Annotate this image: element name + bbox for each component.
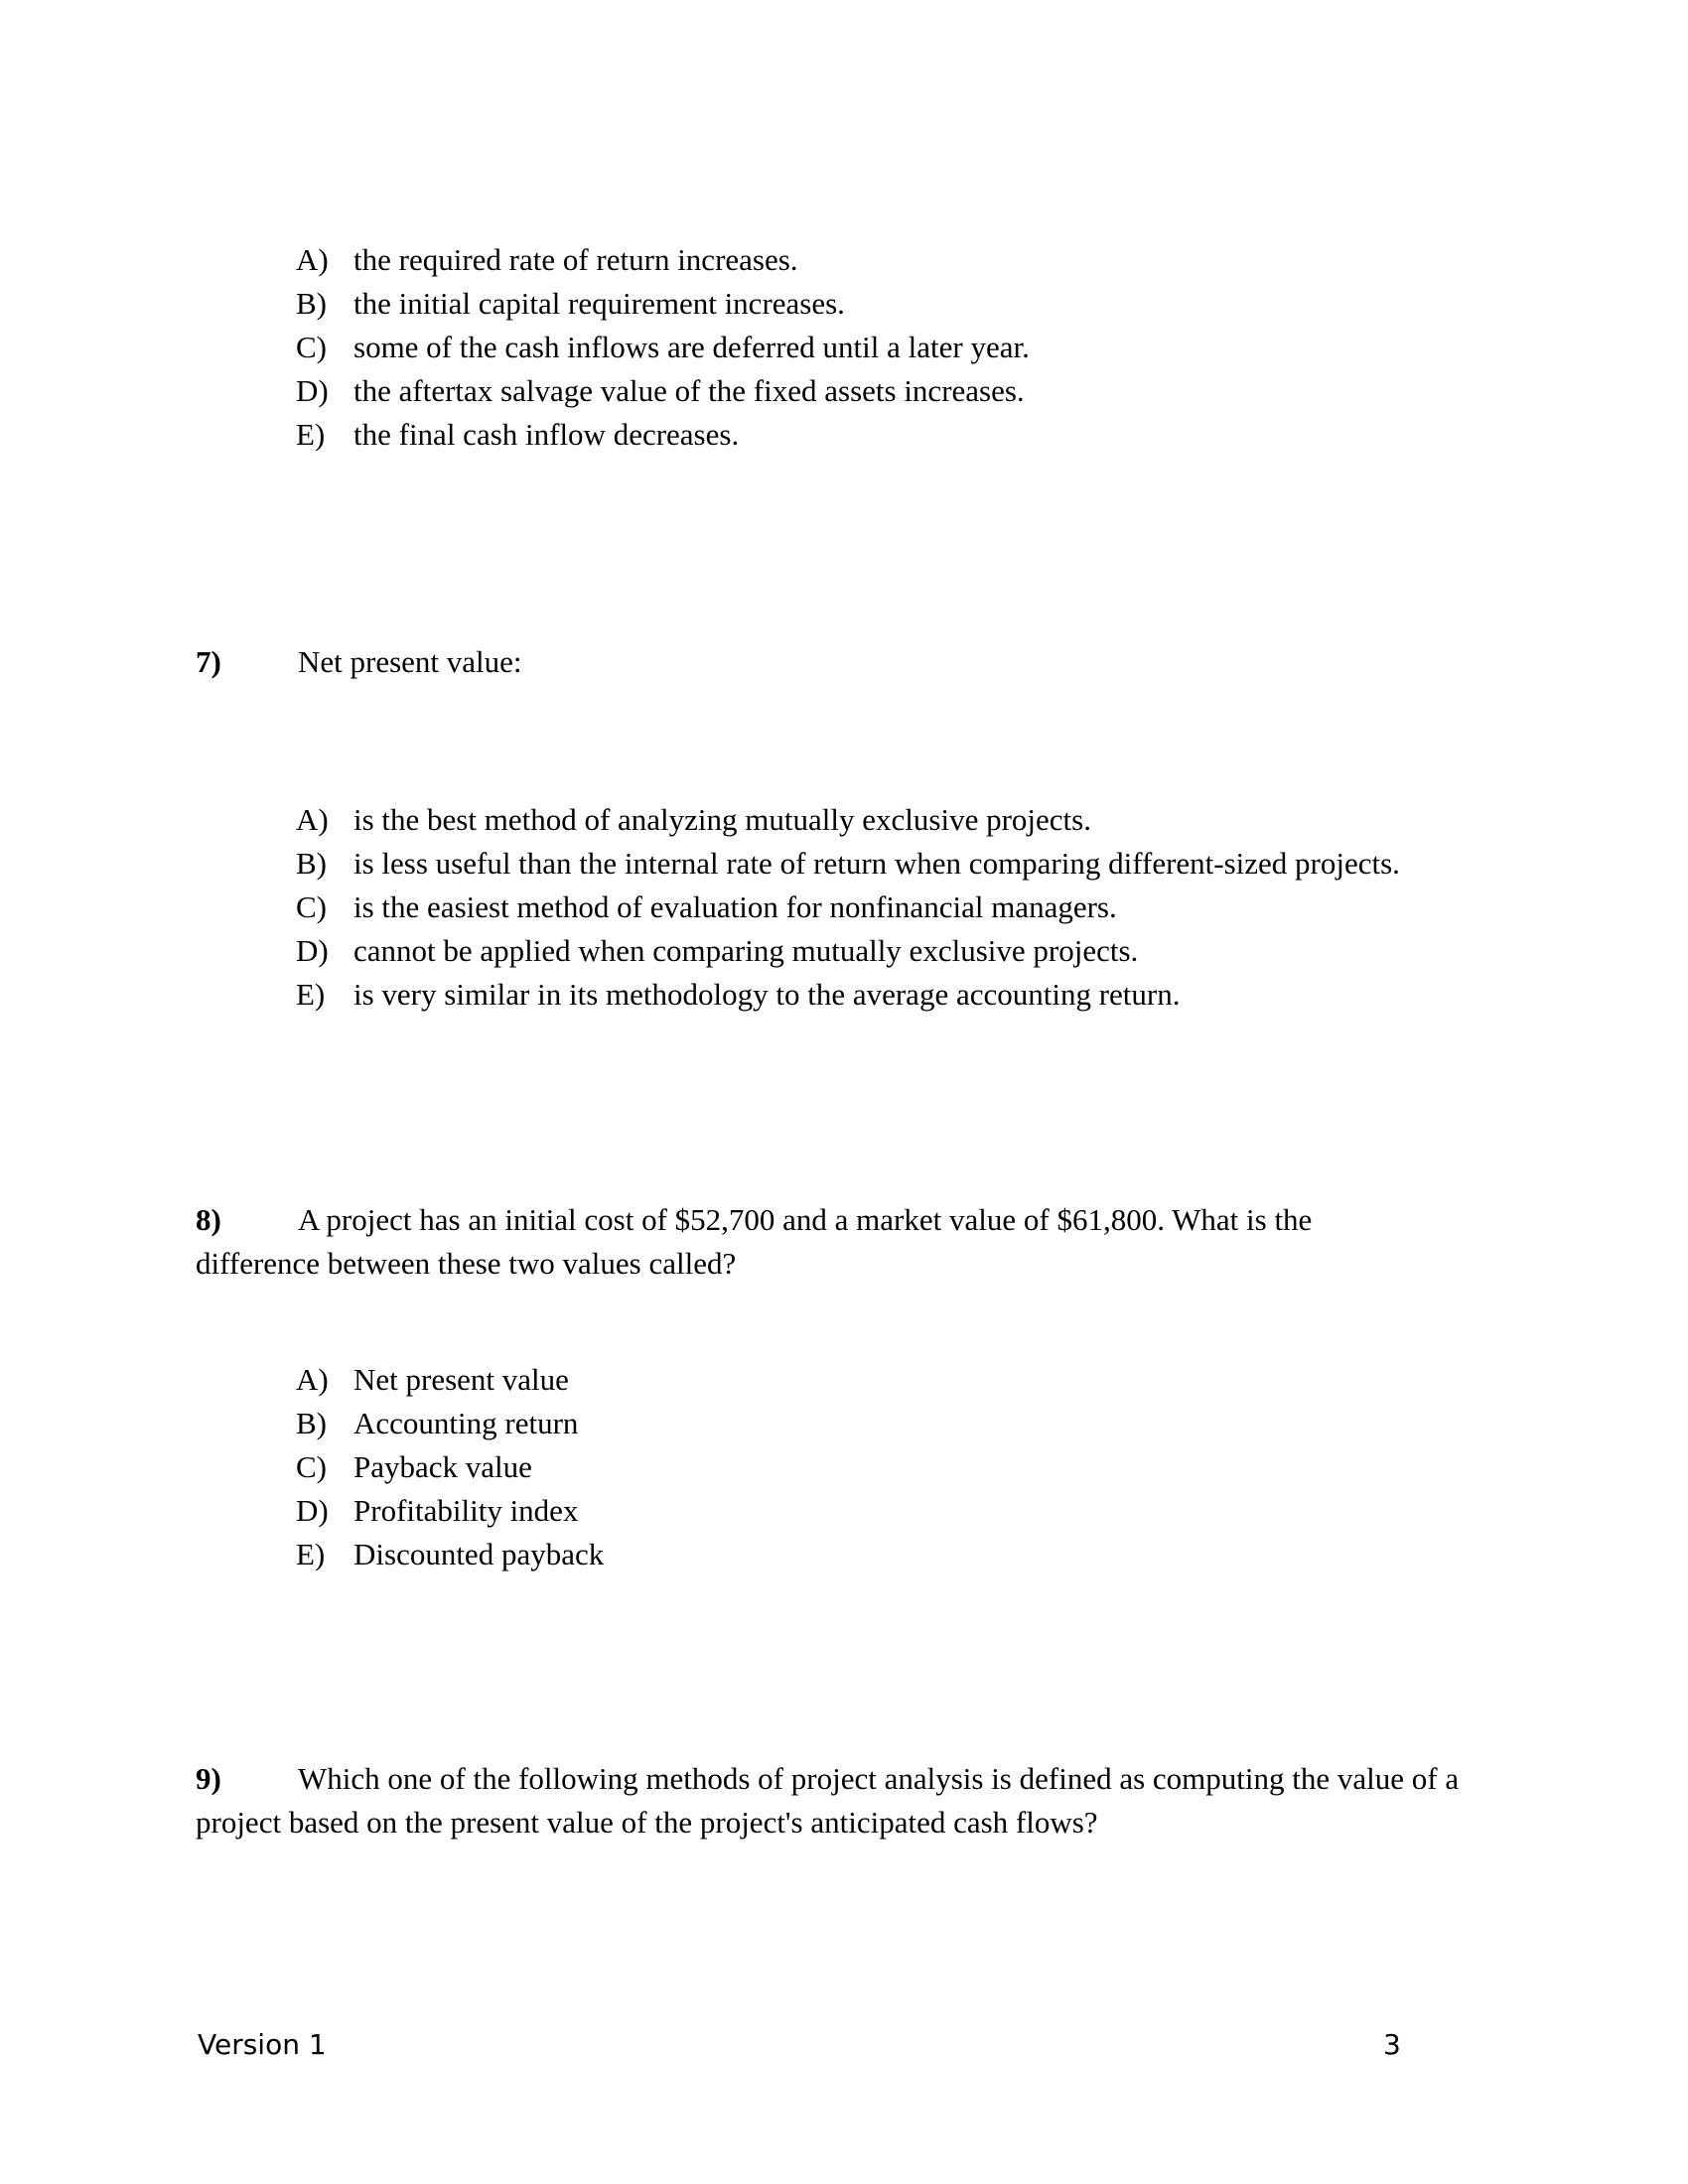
q7-number: 7)	[196, 644, 221, 679]
q9-number: 9)	[196, 1761, 221, 1796]
q8-option-a: A) Net present value	[296, 1362, 569, 1397]
q7-option-d: D) cannot be applied when comparing mutually exclusive projects.	[296, 933, 1139, 968]
q6-options	[296, 238, 1030, 457]
q8-options	[296, 1358, 604, 1576]
q7-option-e: E) is very similar in its methodology to the average accounting return.	[296, 977, 1181, 1012]
q9-text: Which one of the following methods of project analysis is defined as computing the value of a project based on the present value of the project's anticipated cash flows?	[196, 1761, 1460, 1840]
footer-version: Version 1	[198, 2028, 327, 2061]
q8-number: 8)	[196, 1202, 221, 1237]
q6-option-e: E) the final cash inflow decreases.	[296, 417, 740, 452]
q8-option-b: B) Accounting return	[296, 1406, 579, 1440]
q7-option-b: B) is less useful than the internal rate of return when comparing different-sized projects.	[296, 846, 1400, 881]
q7-option-c: C) is the easiest method of evaluation for nonfinancial managers.	[296, 889, 1117, 924]
q8-text: A project has an initial cost of $52,700 and a market value of $61,800. What is the difference between these two values called?	[196, 1202, 1313, 1281]
q8-option-e: E) Discounted payback	[296, 1537, 605, 1571]
q6-option-b: B) the initial capital requirement increases.	[296, 286, 845, 321]
q8-option-d: D) Profitability index	[296, 1493, 579, 1528]
q9-stem	[196, 1757, 1506, 1844]
footer-page-number: 3	[1383, 2028, 1401, 2061]
q8-option-c: C) Payback value	[296, 1449, 532, 1484]
q7-text: Net present value:	[298, 644, 522, 679]
q6-option-c: C) some of the cash inflows are deferred until a later year.	[296, 330, 1030, 364]
q6-option-a: A) the required rate of return increases.	[296, 242, 798, 277]
q7-stem	[196, 640, 1506, 684]
q7-options	[296, 798, 1400, 1017]
q7-option-a: A) is the best method of analyzing mutually exclusive projects.	[296, 802, 1091, 837]
q6-option-d: D) the aftertax salvage value of the fixed assets increases.	[296, 373, 1025, 408]
q8-stem	[196, 1198, 1407, 1286]
